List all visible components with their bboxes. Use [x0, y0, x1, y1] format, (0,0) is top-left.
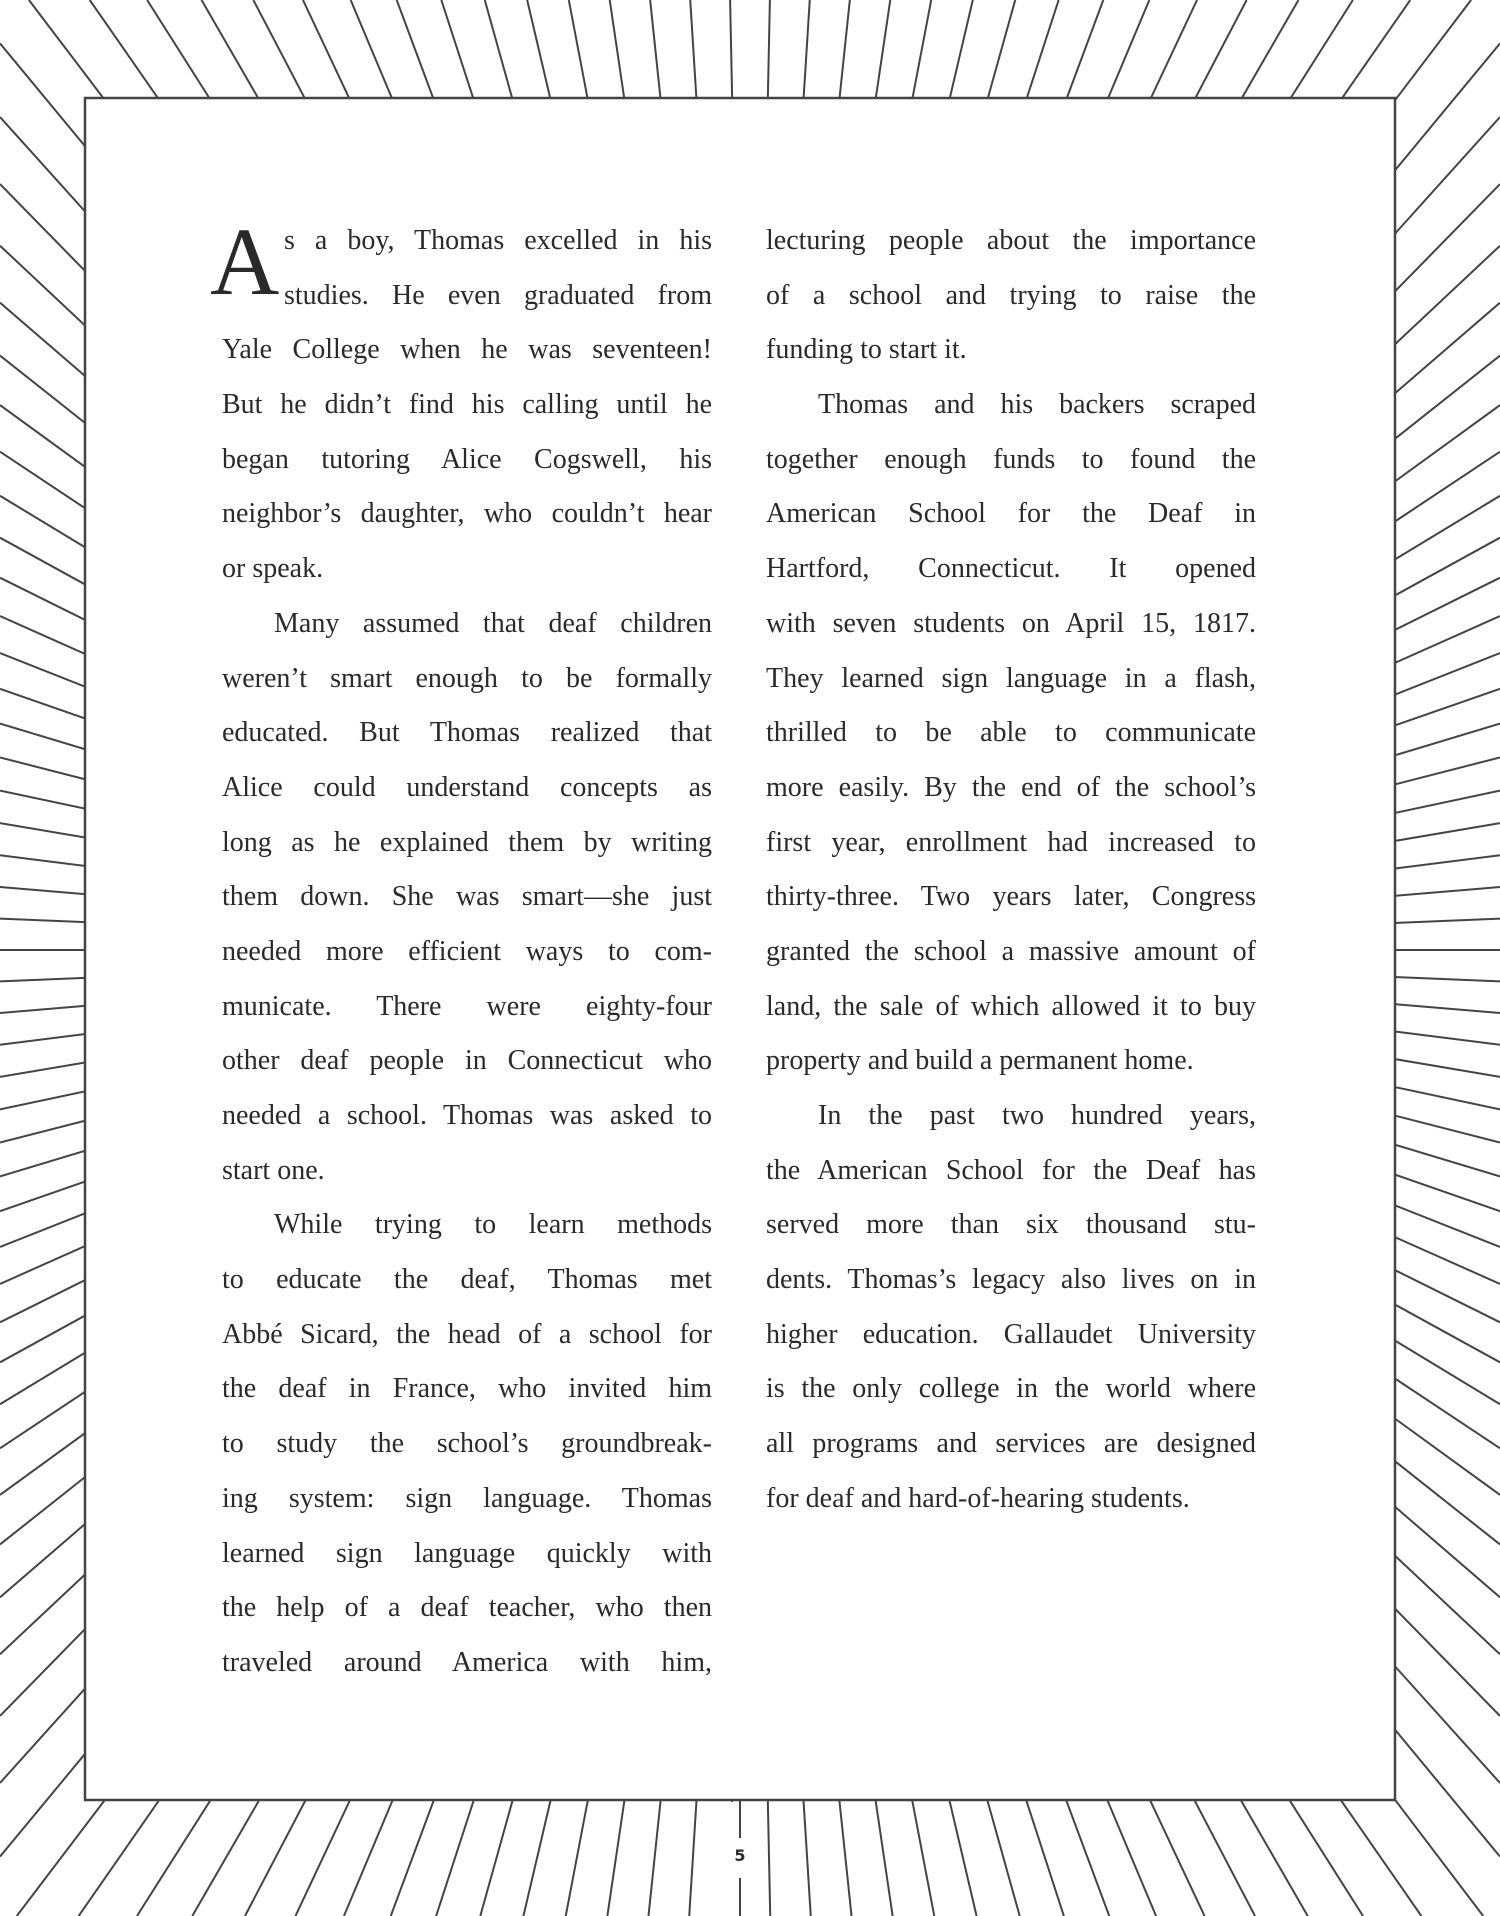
page-number: 5: [730, 1846, 750, 1865]
text-line: served more than six thousand stu-: [766, 1209, 1256, 1241]
text-line: other deaf people in Connecticut who: [222, 1045, 712, 1077]
text-line: more easily. By the end of the school’s: [766, 771, 1256, 803]
text-column-left: [222, 214, 712, 1691]
text-line: Thomas and his backers scraped: [818, 389, 1256, 421]
text-line: But he didn’t find his calling until he: [222, 389, 712, 421]
text-line: weren’t smart enough to be formally: [222, 662, 712, 694]
text-line: lecturing people about the importance: [766, 225, 1256, 256]
text-line: Many assumed that deaf children: [274, 607, 712, 639]
text-line: neighbor’s daughter, who couldn’t hear: [222, 498, 712, 530]
text-line: together enough funds to found the: [766, 443, 1256, 475]
text-line: with seven students on April 15, 1817.: [766, 607, 1256, 639]
text-line: of a school and trying to raise the: [766, 279, 1256, 311]
drop-cap: A: [210, 208, 280, 315]
text-line: is the only college in the world where: [766, 1373, 1256, 1405]
text-line: traveled around America with him,: [222, 1646, 712, 1678]
text-line: began tutoring Alice Cogswell, his: [222, 443, 712, 475]
text-line: all programs and services are designed: [766, 1428, 1256, 1460]
text-line: Yale College when he was seventeen!: [222, 334, 712, 366]
text-line: first year, enrollment had increased to: [766, 826, 1256, 858]
text-line: thirty-three. Two years later, Congress: [766, 881, 1256, 913]
text-line: thrilled to be able to communicate: [766, 717, 1256, 749]
text-line: Hartford, Connecticut. It opened: [766, 553, 1256, 585]
text-line: the deaf in France, who invited him: [222, 1373, 712, 1405]
text-line: While trying to learn methods: [274, 1209, 712, 1241]
text-column-right: [766, 214, 1256, 1527]
text-line: property and build a permanent home.: [766, 1045, 1194, 1077]
text-line: s a boy, Thomas excelled in his: [284, 225, 712, 256]
text-line: Abbé Sicard, the head of a school for: [222, 1318, 712, 1350]
text-line: dents. Thomas’s legacy also lives on in: [766, 1264, 1256, 1296]
text-line: granted the school a massive amount of: [766, 935, 1256, 967]
text-line: for deaf and hard-of-hearing students.: [766, 1482, 1190, 1514]
text-line: needed more efficient ways to com-: [222, 935, 712, 967]
text-line: In the past two hundred years,: [818, 1100, 1256, 1131]
text-line: to educate the deaf, Thomas met: [222, 1264, 712, 1296]
text-line: the American School for the Deaf has: [766, 1154, 1256, 1186]
text-line: funding to start it.: [766, 334, 967, 366]
text-line: long as he explained them by writing: [222, 826, 712, 858]
text-line: learned sign language quickly with: [222, 1537, 712, 1569]
text-line: them down. She was smart—she just: [222, 881, 712, 913]
text-line: They learned sign language in a flash,: [766, 662, 1256, 694]
text-line: land, the sale of which allowed it to buy: [766, 990, 1256, 1022]
text-line: Alice could understand concepts as: [222, 771, 712, 803]
text-line: the help of a deaf teacher, who then: [222, 1592, 712, 1624]
text-line: studies. He even graduated from: [284, 279, 712, 311]
text-line: educated. But Thomas realized that: [222, 717, 712, 749]
text-line: American School for the Deaf in: [766, 498, 1256, 530]
text-line: to study the school’s groundbreak-: [222, 1428, 712, 1460]
text-line: needed a school. Thomas was asked to: [222, 1100, 712, 1131]
text-line: ing system: sign language. Thomas: [222, 1482, 712, 1514]
text-line: start one.: [222, 1154, 325, 1186]
text-line: or speak.: [222, 553, 324, 585]
text-line: municate. There were eighty-four: [222, 990, 712, 1022]
text-line: higher education. Gallaudet University: [766, 1318, 1256, 1350]
